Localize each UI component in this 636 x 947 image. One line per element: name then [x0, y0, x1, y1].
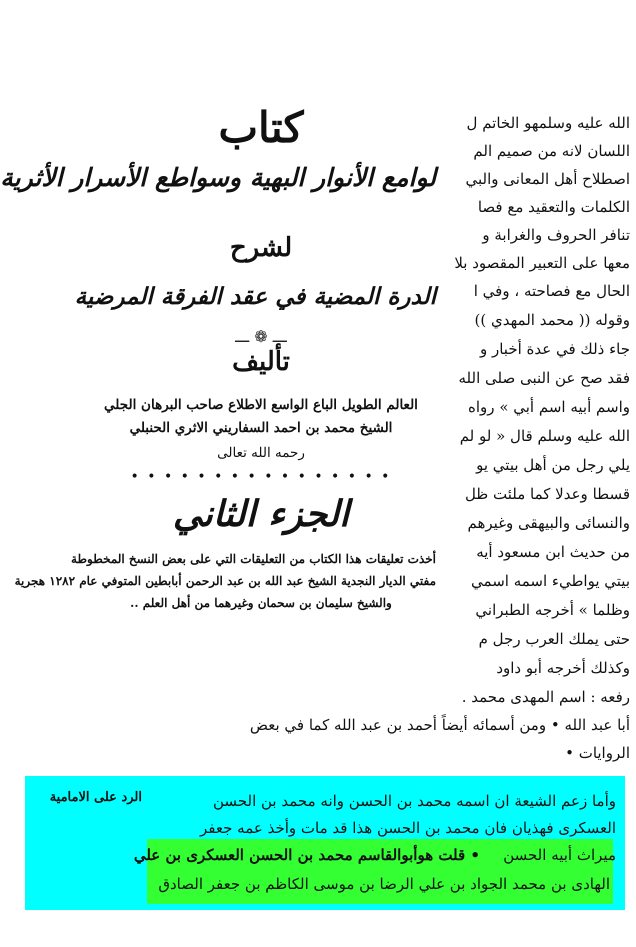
lisharh-label: لشرح — [229, 233, 293, 263]
text-line: جاء ذلك في عدة أخبار و — [479, 340, 630, 358]
text-line: الله عليه وسلم قال « لو لم — [459, 427, 630, 445]
continuation-line: الروايات • — [565, 744, 630, 762]
book-main-title: لوامع الأنوار البهية وسواطع الأسرار الأثرية — [0, 163, 436, 192]
text-line: الله عليه وسلمهو الخاتم ل — [466, 114, 630, 132]
text-line: الكلمات والتعقيد مع فصا — [477, 198, 630, 216]
green-highlight-line: • قلت هوأبوالقاسم محمد بن الحسن العسكرى بن علي — [133, 846, 480, 864]
green-highlight-line: الهادى بن محمد الجواد بن علي الرضا بن موسى الكاظم بن جعفر الصادق — [158, 875, 610, 893]
text-line: وظلما » أخرجه الطبراني — [475, 601, 630, 619]
highlight-line: وأما زعم الشيعة ان اسمه محمد بن الحسن وانه محمد بن الحسن — [213, 792, 616, 810]
text-line: الحال مع فصاحته ، وفي ا — [473, 282, 630, 300]
text-line: وقوله (( محمد المهدي )) — [474, 311, 630, 329]
text-line: حتى يملك العرب رجل م — [478, 630, 630, 648]
text-line: اصطلاح أهل المعانى والبي — [465, 170, 630, 188]
volume-label: الجزء الثاني — [172, 493, 350, 535]
text-line: رفعه : اسم المهدى محمد . — [461, 688, 630, 706]
text-line: واسم أبيه اسم أبي » رواه — [468, 398, 630, 416]
author-name: الشيخ محمد بن احمد السفاريني الاثري الحنبلي — [129, 420, 393, 436]
dotted-divider: • • • • • • • • • • • • • • • • — [130, 469, 392, 485]
text-line: معها على التعبير المقصود بلا — [454, 254, 630, 272]
highlight-line: العسكرى فهذيان فان محمد بن الحسن هذا قد مات وأخذ عمه جعفر — [200, 819, 616, 837]
text-line: قسطا وعدلا كما ملئت ظل — [464, 485, 630, 503]
rahimahu-label: رحمه الله تعالى — [217, 445, 305, 461]
margin-heading: الرد على الامامية — [49, 790, 142, 805]
text-line: وكذلك أخرجه أبو داود — [496, 659, 630, 677]
note-line: والشيخ سليمان بن سحمان وغيرهما من أهل العلم .. — [130, 596, 392, 610]
text-line: اللسان لانه من صميم الم — [473, 142, 630, 160]
text-line: من حديث ابن مسعود أيه — [476, 543, 630, 561]
kitab-heading: كتاب — [218, 103, 304, 152]
text-line: بيتي يواطيء اسمه اسمي — [471, 572, 630, 590]
edition-note — [14, 548, 436, 614]
ornament-divider: ـــ ❁ ـــ — [235, 327, 287, 346]
author-description: العالم الطويل الباع الواسع الاطلاع صاحب البرهان الجلي — [104, 397, 418, 413]
talif-label: تأليف — [232, 347, 290, 377]
text-line: يلي رجل من أهل بيتي يو — [476, 456, 630, 474]
text-line: تنافر الحروف والغرابة و — [482, 226, 630, 244]
continuation-line: أبا عبد الله • ومن أسمائه أيضاً أحمد بن عبد الله كما في بعض — [249, 716, 630, 734]
right-column-text — [436, 112, 630, 712]
note-line: أخذت تعليقات هذا الكتاب من التعليقات التي على بعض النسخ المخطوطة — [71, 552, 436, 566]
text-line: فقد صح عن النبى صلى الله — [458, 369, 630, 387]
book-title-page — [0, 95, 436, 655]
durra-title: الدرة المضية في عقد الفرقة المرضية — [74, 283, 436, 310]
note-line: مفتي الديار النجدية الشيخ عبد الله بن عبد الرحمن أبابطين المتوفي عام ١٢٨٢ هجرية — [14, 574, 436, 588]
highlight-phrase: ميراث أبيه الحسن — [503, 846, 616, 864]
text-line: والنسائى والبيهقى وغيرهم — [467, 514, 630, 532]
